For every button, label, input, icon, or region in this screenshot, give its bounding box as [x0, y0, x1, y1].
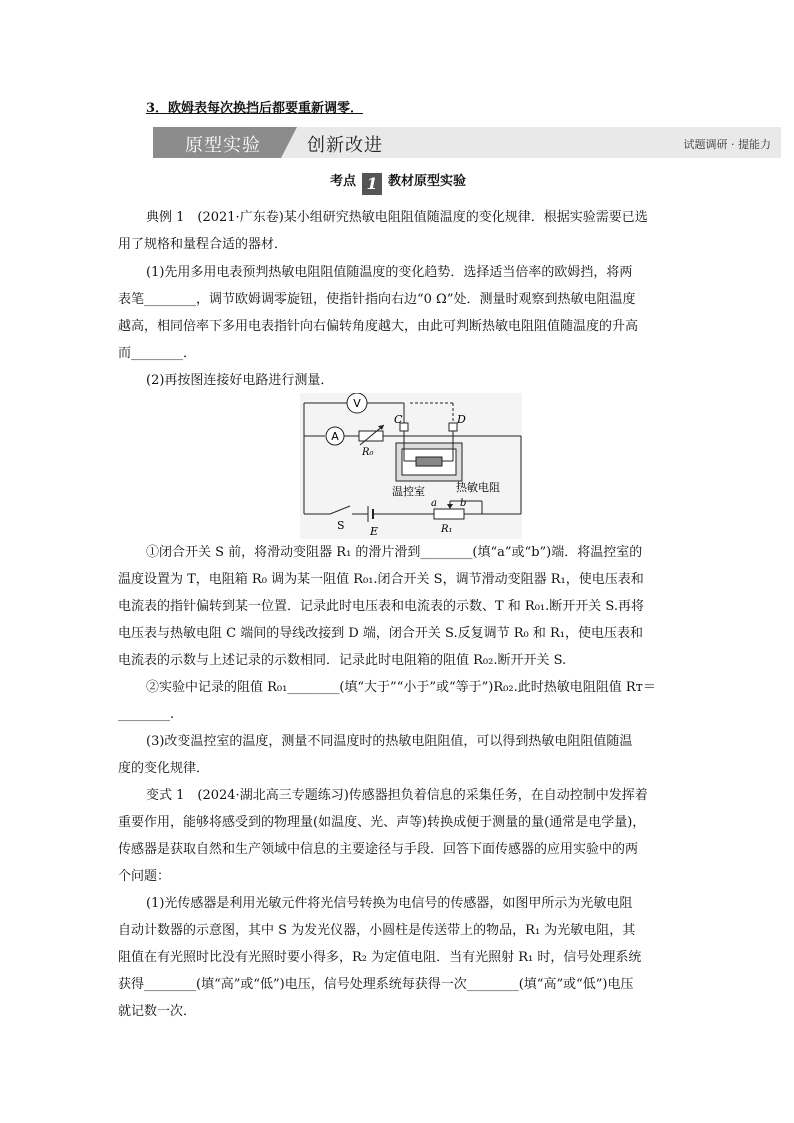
- paragraph-line: 阻值在有光照时比没有光照时要小得多，R₂ 为定值电阻．当有光照射 R₁ 时，信号处理系统: [118, 950, 642, 965]
- kaodian-title: 教材原型实验: [388, 174, 467, 189]
- paragraph-line: 度的变化规律．: [118, 761, 210, 776]
- paragraph-line: 重要作用，能够将感受到的物理量(如温度、光、声等)转换成便于测量的量(通常是电学量)，: [118, 815, 646, 830]
- paragraph-line: 传感器是获取自然和生产领域中信息的主要途径与手段．回答下面传感器的应用实验中的两: [118, 842, 639, 857]
- kaodian-prefix: 考点: [330, 174, 357, 189]
- r0-label: R₀: [362, 447, 374, 458]
- end-b-label: b: [460, 498, 467, 509]
- paragraph-line: (2)再按图连接好电路进行测量．: [146, 373, 334, 388]
- kaodian-heading: [330, 170, 466, 195]
- banner-right-title: 创新改进: [307, 135, 383, 156]
- paragraph-line: (1)光传感器是利用光敏元件将光信号转换为电信号的传感器，如图甲所示为光敏电阻: [146, 896, 633, 911]
- voltmeter-label: V: [353, 397, 361, 410]
- kaodian-number: 1: [362, 173, 382, 195]
- paragraph-line: 典例 1 (2021·广东卷)某小组研究热敏电阻阻值随温度的变化规律．根据实验需要已选: [146, 210, 648, 225]
- terminal-c-label: C: [394, 413, 403, 426]
- ammeter-label: A: [331, 430, 339, 443]
- paragraph-line: 获得________(填“高”或“低”)电压，信号处理系统每获得一次________(填“高”或“低”)电压: [118, 977, 634, 992]
- paragraph-line: (1)先用多用电表预判热敏电阻阻值随温度的变化趋势．选择适当倍率的欧姆挡，将两: [146, 265, 633, 280]
- paragraph-line: 电流表的指针偏转到某一位置．记录此时电压表和电流表的示数、T 和 R₀₁.断开开关 S.再将: [118, 599, 644, 614]
- end-a-label: a: [431, 498, 437, 509]
- circuit-diagram: [300, 393, 522, 539]
- terminal-d-label: D: [457, 413, 466, 426]
- paragraph-line: ①闭合开关 S 前，将滑动变阻器 R₁ 的滑片滑到________(填“a”或“b”)端．将温控室的: [146, 545, 643, 560]
- paragraph-line: 用了规格和量程合适的器材．: [118, 237, 288, 252]
- paragraph-line: 电流表的示数与上述记录的示数相同．记录此时电阻箱的阻值 R₀₂.断开开关 S.: [118, 653, 567, 668]
- emf-label: E: [370, 525, 379, 538]
- rheostat-r1: [434, 509, 464, 519]
- paragraph-line: 就记数一次．: [118, 1004, 197, 1019]
- paragraph-line: 温度设置为 T，电阻箱 R₀ 调为某一阻值 R₀₁.闭合开关 S，调节滑动变阻器 R₁，使电压表和: [118, 572, 644, 587]
- section-banner: [153, 127, 781, 158]
- thermistor-symbol: [416, 457, 442, 466]
- paragraph-line: 而________．: [118, 346, 197, 361]
- paragraph-line: 个问题：: [118, 869, 171, 884]
- paragraph-line: ________.: [118, 707, 175, 722]
- r1-label: R₁: [441, 524, 453, 535]
- paragraph-line: 电压表与热敏电阻 C 端间的导线改接到 D 端，闭合开关 S.反复调节 R₀ 和 R₁，使电压表和: [118, 626, 644, 641]
- paragraph-line: 表笔________，调节欧姆调零旋钮，使指针指向右边“0 Ω”处．测量时观察到热敏电阻温度: [118, 292, 636, 307]
- paragraph-line: 越高，相同倍率下多用电表指针向右偏转角度越大，由此可判断热敏电阻阻值随温度的升高: [118, 319, 639, 334]
- banner-left-title: 原型实验: [185, 135, 261, 156]
- paragraph-line: (3)改变温控室的温度，测量不同温度时的热敏电阻阻值，可以得到热敏电阻阻值随温: [146, 734, 633, 749]
- switch-label: S: [337, 519, 345, 532]
- paragraph-line: ②实验中记录的阻值 R₀₁________(填“大于”“小于”或“等于”)R₀₂.此时热敏电阻阻值 Rᴛ＝: [146, 680, 656, 695]
- paragraph-line: 变式 1 (2024·湖北高三专题练习)传感器担负着信息的采集任务，在自动控制中发挥着: [146, 788, 648, 803]
- chamber-label: 温控室: [392, 485, 425, 498]
- paragraph-line: 自动计数器的示意图，其中 S 为发光仪器，小圆柱是传送带上的物品，R₁ 为光敏电阻，其: [118, 923, 636, 938]
- thermistor-label: 热敏电阻: [456, 481, 500, 494]
- banner-tag: 试题调研 · 提能力: [683, 138, 771, 151]
- top-note: 3．欧姆表每次换挡后都要重新调零．: [146, 101, 364, 116]
